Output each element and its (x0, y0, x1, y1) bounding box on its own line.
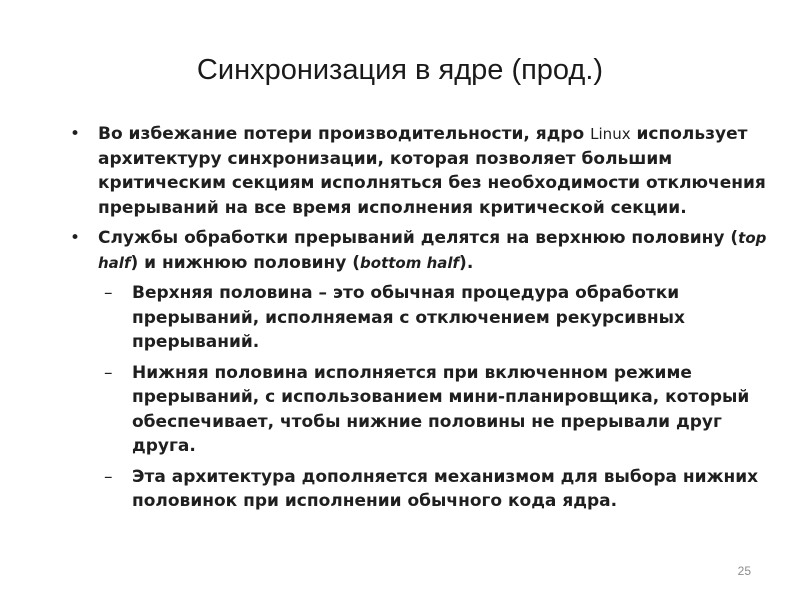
bullet-text: Службы обработки прерываний делятся на верхнюю половину ( (98, 228, 739, 248)
bullet-text: ) и нижнюю половину ( (130, 252, 361, 273)
sub-bullet-item (70, 465, 770, 514)
sub-bullet-item (70, 361, 770, 459)
bullet-item (70, 122, 770, 220)
page-number: 25 (737, 564, 751, 578)
bottom-half-term: bottom half (360, 253, 460, 272)
sub-bullet-text: Верхняя половина – это обычная процедура обработки прерываний, исполняемая с отключением рекурсивных прерываний. (132, 283, 685, 352)
linux-term: Linux (590, 125, 631, 143)
dash-marker-icon: – (104, 466, 113, 487)
dash-marker-icon: – (104, 362, 113, 383)
bullet-text: Во избежание потери производительности, ядро (98, 124, 591, 144)
slide-title: Синхронизация в ядре (прод.) (196, 54, 604, 86)
bullet-marker-icon: • (70, 228, 81, 248)
bullet-marker-icon: • (70, 124, 81, 144)
bullet-text: ). (459, 252, 474, 273)
bullet-text: использует архитектуру синхронизации, которая позволяет большим критическим секциям исполняться без необходимости отключения прерываний на все время исполнения критической секции. (98, 124, 766, 218)
sub-bullet-text: Эта архитектура дополняется механизмом для выбора нижних половинок при исполнении обычного кода ядра. (132, 466, 759, 511)
bullet-item (70, 226, 770, 275)
sub-bullet-item (70, 281, 770, 355)
slide-content (70, 122, 770, 520)
top-half-term: top half (98, 229, 767, 272)
sub-bullet-text: Нижняя половина исполняется при включенном режиме прерываний, с использованием мини-планировщика, который обеспечивает, чтобы нижние половины не прерывали друг друга. (132, 362, 750, 456)
dash-marker-icon: – (104, 283, 113, 303)
